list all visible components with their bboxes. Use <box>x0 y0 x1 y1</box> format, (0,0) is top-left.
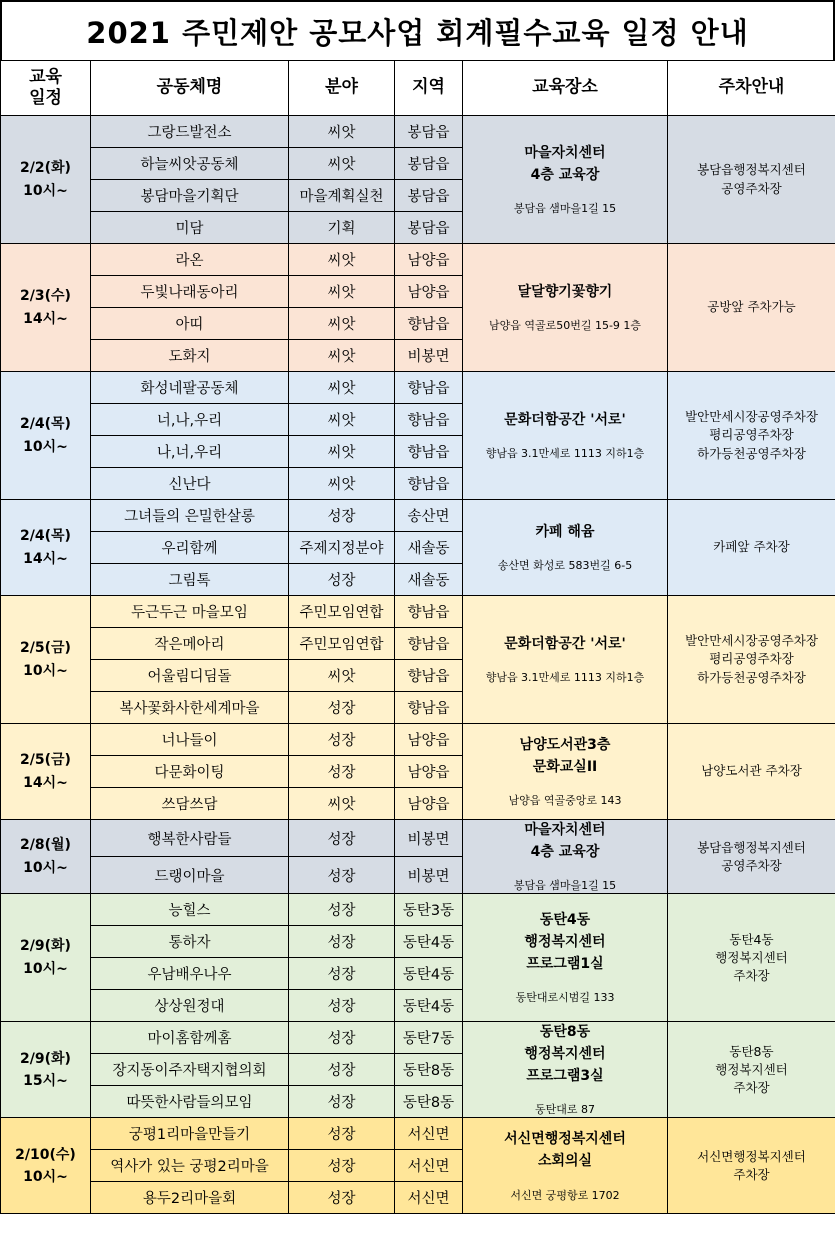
session-place <box>463 1118 668 1214</box>
session-parking <box>668 894 835 1022</box>
place-address: 동탄대로 87 <box>535 1103 595 1117</box>
place-address: 남양읍 역골중앙로 143 <box>508 794 622 808</box>
cell-region: 봉담읍 <box>395 180 463 212</box>
cell-name: 그림톡 <box>91 564 289 596</box>
cell-field: 성장 <box>289 958 395 990</box>
cell-name: 그랑드발전소 <box>91 116 289 148</box>
session-place <box>463 244 668 372</box>
table-row <box>1 596 835 628</box>
parking-line: 동탄4동 <box>729 931 774 947</box>
cell-name: 용두2리마을회 <box>91 1182 289 1214</box>
cell-name: 두근두근 마을모임 <box>91 596 289 628</box>
cell-region: 향남읍 <box>395 372 463 404</box>
cell-field: 성장 <box>289 564 395 596</box>
parking-line: 발안만세시장공영주차장 <box>685 633 818 649</box>
cell-field: 성장 <box>289 1086 395 1118</box>
cell-region: 동탄4동 <box>395 958 463 990</box>
place-name-line: 행정복지센터 <box>524 934 606 951</box>
session-date-time: 15시~ <box>23 1072 68 1089</box>
cell-region: 향남읍 <box>395 596 463 628</box>
cell-field: 씨앗 <box>289 276 395 308</box>
session-date-day: 2/4(목) <box>20 528 71 545</box>
session-date-time: 10시~ <box>23 1168 68 1185</box>
session-place <box>463 894 668 1022</box>
session-date-day: 2/5(금) <box>20 640 71 657</box>
cell-name: 우남배우나우 <box>91 958 289 990</box>
session-place <box>463 500 668 596</box>
place-address: 봉담읍 샘마을1길 15 <box>513 202 617 216</box>
cell-field: 성장 <box>289 1054 395 1086</box>
header-place: 교육장소 <box>463 61 668 116</box>
parking-line: 주차장 <box>733 1079 770 1095</box>
cell-field: 성장 <box>289 857 395 894</box>
session-date-time: 10시~ <box>23 438 68 455</box>
cell-region: 송산면 <box>395 500 463 532</box>
place-name-line: 4층 교육장 <box>530 843 600 860</box>
cell-field: 성장 <box>289 990 395 1022</box>
table-row <box>1 244 835 276</box>
cell-name: 너나들이 <box>91 724 289 756</box>
parking-line: 공방앞 주차가능 <box>707 299 796 315</box>
cell-region: 남양읍 <box>395 244 463 276</box>
cell-region: 동탄4동 <box>395 990 463 1022</box>
parking-line: 공영주차장 <box>721 857 782 873</box>
table-row <box>1 1022 835 1054</box>
cell-region: 향남읍 <box>395 692 463 724</box>
session-place <box>463 372 668 500</box>
cell-name: 쓰담쓰담 <box>91 788 289 820</box>
cell-field: 씨앗 <box>289 372 395 404</box>
cell-name: 봉담마을기획단 <box>91 180 289 212</box>
cell-region: 동탄4동 <box>395 926 463 958</box>
place-address: 향남읍 3.1만세로 1113 지하1층 <box>485 671 645 685</box>
place-name-line: 문화더함공간 '서로' <box>504 635 626 652</box>
header-region: 지역 <box>395 61 463 116</box>
schedule-body <box>1 116 835 1214</box>
place-name-line: 프로그램1실 <box>526 955 604 972</box>
cell-region: 남양읍 <box>395 756 463 788</box>
session-date <box>1 372 91 500</box>
cell-field: 씨앗 <box>289 788 395 820</box>
parking-line: 하가등천공영주차장 <box>697 669 806 685</box>
place-name-line: 동탄8동 <box>539 1024 591 1041</box>
cell-name: 도화지 <box>91 340 289 372</box>
cell-region: 서신면 <box>395 1150 463 1182</box>
session-date-day: 2/10(수) <box>15 1146 76 1163</box>
cell-region: 서신면 <box>395 1118 463 1150</box>
parking-line: 동탄8동 <box>729 1043 774 1059</box>
table-row <box>1 372 835 404</box>
cell-name: 따뜻한사람들의모임 <box>91 1086 289 1118</box>
cell-field: 씨앗 <box>289 148 395 180</box>
cell-field: 성장 <box>289 500 395 532</box>
cell-region: 향남읍 <box>395 660 463 692</box>
parking-line: 카페앞 주차장 <box>713 539 790 555</box>
session-date-time: 10시~ <box>23 960 68 977</box>
session-date <box>1 596 91 724</box>
parking-line: 행정복지센터 <box>715 1061 788 1077</box>
header-parking: 주차안내 <box>668 61 835 116</box>
cell-field: 성장 <box>289 1182 395 1214</box>
cell-region: 봉담읍 <box>395 148 463 180</box>
cell-name: 하늘씨앗공동체 <box>91 148 289 180</box>
parking-line: 평리공영주차장 <box>709 427 794 443</box>
session-parking <box>668 116 835 244</box>
cell-region: 비봉면 <box>395 340 463 372</box>
session-parking <box>668 820 835 894</box>
cell-region: 남양읍 <box>395 788 463 820</box>
cell-region: 향남읍 <box>395 628 463 660</box>
place-address: 서신면 궁평항로 1702 <box>510 1188 620 1202</box>
session-date-day: 2/9(화) <box>20 938 71 955</box>
session-date-day: 2/5(금) <box>20 752 71 769</box>
session-date-day: 2/2(화) <box>20 160 71 177</box>
place-address: 봉담읍 샘마을1길 15 <box>513 879 617 893</box>
cell-field: 씨앗 <box>289 116 395 148</box>
session-date <box>1 894 91 1022</box>
cell-field: 성장 <box>289 894 395 926</box>
cell-name: 화성네팔공동체 <box>91 372 289 404</box>
table-row <box>1 116 835 148</box>
cell-field: 마을계획실천 <box>289 180 395 212</box>
parking-line: 봉담읍행정복지센터 <box>697 162 806 178</box>
table-row <box>1 894 835 926</box>
schedule-table <box>0 60 835 1214</box>
place-name-line: 프로그램3실 <box>526 1067 604 1084</box>
cell-region: 동탄7동 <box>395 1022 463 1054</box>
table-row <box>1 500 835 532</box>
session-parking <box>668 372 835 500</box>
cell-field: 씨앗 <box>289 340 395 372</box>
cell-region: 동탄8동 <box>395 1086 463 1118</box>
place-name-line: 달달향기꽃향기 <box>517 283 613 300</box>
cell-name: 능힐스 <box>91 894 289 926</box>
table-row <box>1 820 835 857</box>
place-name-line: 카페 해윰 <box>535 523 595 540</box>
place-address: 송산면 화성로 583번길 6-5 <box>497 559 633 573</box>
parking-line: 발안만세시장공영주차장 <box>685 409 818 425</box>
place-address: 동탄대로시범길 133 <box>515 991 615 1005</box>
session-place <box>463 596 668 724</box>
cell-field: 씨앗 <box>289 436 395 468</box>
session-date-time: 14시~ <box>23 774 68 791</box>
cell-field: 성장 <box>289 692 395 724</box>
session-date <box>1 724 91 820</box>
cell-field: 주민모임연합 <box>289 596 395 628</box>
place-address: 남양읍 역골로50번길 15-9 1층 <box>488 319 642 333</box>
session-date-day: 2/3(수) <box>20 288 71 305</box>
cell-name: 궁평1리마을만들기 <box>91 1118 289 1150</box>
session-parking <box>668 500 835 596</box>
cell-name: 우리함께 <box>91 532 289 564</box>
cell-field: 성장 <box>289 926 395 958</box>
parking-line: 공영주차장 <box>721 180 782 196</box>
cell-field: 성장 <box>289 1150 395 1182</box>
cell-field: 씨앗 <box>289 244 395 276</box>
cell-field: 기획 <box>289 212 395 244</box>
page-title: 2021 주민제안 공모사업 회계필수교육 일정 안내 <box>0 0 835 60</box>
cell-region: 동탄3동 <box>395 894 463 926</box>
cell-region: 새솔동 <box>395 532 463 564</box>
place-name-line: 소회의실 <box>537 1152 593 1169</box>
parking-line: 하가등천공영주차장 <box>697 445 806 461</box>
session-parking <box>668 1022 835 1118</box>
header-field: 분야 <box>289 61 395 116</box>
cell-field: 씨앗 <box>289 404 395 436</box>
cell-name: 두빛나래동아리 <box>91 276 289 308</box>
place-address: 향남읍 3.1만세로 1113 지하1층 <box>485 447 645 461</box>
header-row <box>1 61 835 116</box>
cell-region: 남양읍 <box>395 276 463 308</box>
session-parking <box>668 244 835 372</box>
session-date-time: 14시~ <box>23 310 68 327</box>
cell-region: 향남읍 <box>395 308 463 340</box>
cell-region: 향남읍 <box>395 468 463 500</box>
session-date <box>1 116 91 244</box>
parking-line: 행정복지센터 <box>715 949 788 965</box>
cell-field: 성장 <box>289 1022 395 1054</box>
cell-name: 통하자 <box>91 926 289 958</box>
cell-name: 행복한사람들 <box>91 820 289 857</box>
cell-region: 봉담읍 <box>395 116 463 148</box>
cell-region: 비봉면 <box>395 857 463 894</box>
place-name-line: 동탄4동 <box>539 912 591 929</box>
cell-region: 새솔동 <box>395 564 463 596</box>
cell-name: 드랭이마을 <box>91 857 289 894</box>
cell-region: 비봉면 <box>395 820 463 857</box>
cell-region: 봉담읍 <box>395 212 463 244</box>
cell-region: 향남읍 <box>395 404 463 436</box>
session-date-time: 10시~ <box>23 182 68 199</box>
cell-field: 성장 <box>289 820 395 857</box>
cell-name: 다문화이팅 <box>91 756 289 788</box>
session-date-time: 10시~ <box>23 662 68 679</box>
cell-name: 상상원정대 <box>91 990 289 1022</box>
session-place <box>463 1022 668 1118</box>
cell-field: 씨앗 <box>289 308 395 340</box>
cell-name: 그녀들의 은밀한살롱 <box>91 500 289 532</box>
cell-field: 성장 <box>289 1118 395 1150</box>
parking-line: 봉담읍행정복지센터 <box>697 839 806 855</box>
cell-name: 신난다 <box>91 468 289 500</box>
session-parking <box>668 724 835 820</box>
place-name-line: 남양도서관3층 <box>519 736 611 753</box>
place-name-line: 서신면행정복지센터 <box>504 1131 626 1148</box>
session-date <box>1 820 91 894</box>
cell-name: 마이홈함께홈 <box>91 1022 289 1054</box>
cell-field: 씨앗 <box>289 468 395 500</box>
cell-region: 서신면 <box>395 1182 463 1214</box>
cell-name: 나,너,우리 <box>91 436 289 468</box>
cell-field: 주제지정분야 <box>289 532 395 564</box>
cell-field: 성장 <box>289 756 395 788</box>
place-name-line: 문화더함공간 '서로' <box>504 411 626 428</box>
place-name-line: 문화교실II <box>532 758 598 775</box>
parking-line: 서신면행정복지센터 <box>697 1148 806 1164</box>
cell-name: 라온 <box>91 244 289 276</box>
session-date <box>1 500 91 596</box>
session-date <box>1 244 91 372</box>
session-date-day: 2/9(화) <box>20 1050 71 1067</box>
place-name-line: 4층 교육장 <box>530 166 600 183</box>
cell-field: 주민모임연합 <box>289 628 395 660</box>
cell-region: 향남읍 <box>395 436 463 468</box>
session-place <box>463 724 668 820</box>
cell-name: 어울림디딤돌 <box>91 660 289 692</box>
parking-line: 평리공영주차장 <box>709 651 794 667</box>
place-name-line: 행정복지센터 <box>524 1046 606 1063</box>
session-place <box>463 116 668 244</box>
session-date-day: 2/4(목) <box>20 416 71 433</box>
session-parking <box>668 596 835 724</box>
header-date: 교육 일정 <box>1 61 91 116</box>
cell-name: 복사꽃화사한세계마을 <box>91 692 289 724</box>
header-group: 공동체명 <box>91 61 289 116</box>
session-date-time: 10시~ <box>23 859 68 876</box>
cell-region: 동탄8동 <box>395 1054 463 1086</box>
cell-name: 작은메아리 <box>91 628 289 660</box>
table-row <box>1 724 835 756</box>
table-row <box>1 1118 835 1150</box>
cell-name: 미담 <box>91 212 289 244</box>
session-date-time: 14시~ <box>23 550 68 567</box>
parking-line: 남양도서관 주차장 <box>701 763 802 779</box>
parking-line: 주차장 <box>733 967 770 983</box>
session-date <box>1 1022 91 1118</box>
place-name-line: 마을자치센터 <box>524 822 606 838</box>
place-name-line: 마을자치센터 <box>524 144 606 161</box>
cell-name: 장지동이주자택지협의회 <box>91 1054 289 1086</box>
cell-field: 성장 <box>289 724 395 756</box>
session-parking <box>668 1118 835 1214</box>
parking-line: 주차장 <box>733 1166 770 1182</box>
session-date <box>1 1118 91 1214</box>
cell-field: 씨앗 <box>289 660 395 692</box>
cell-name: 역사가 있는 궁평2리마을 <box>91 1150 289 1182</box>
session-date-day: 2/8(월) <box>20 837 71 854</box>
cell-name: 아띠 <box>91 308 289 340</box>
cell-region: 남양읍 <box>395 724 463 756</box>
cell-name: 너,나,우리 <box>91 404 289 436</box>
session-place <box>463 820 668 894</box>
